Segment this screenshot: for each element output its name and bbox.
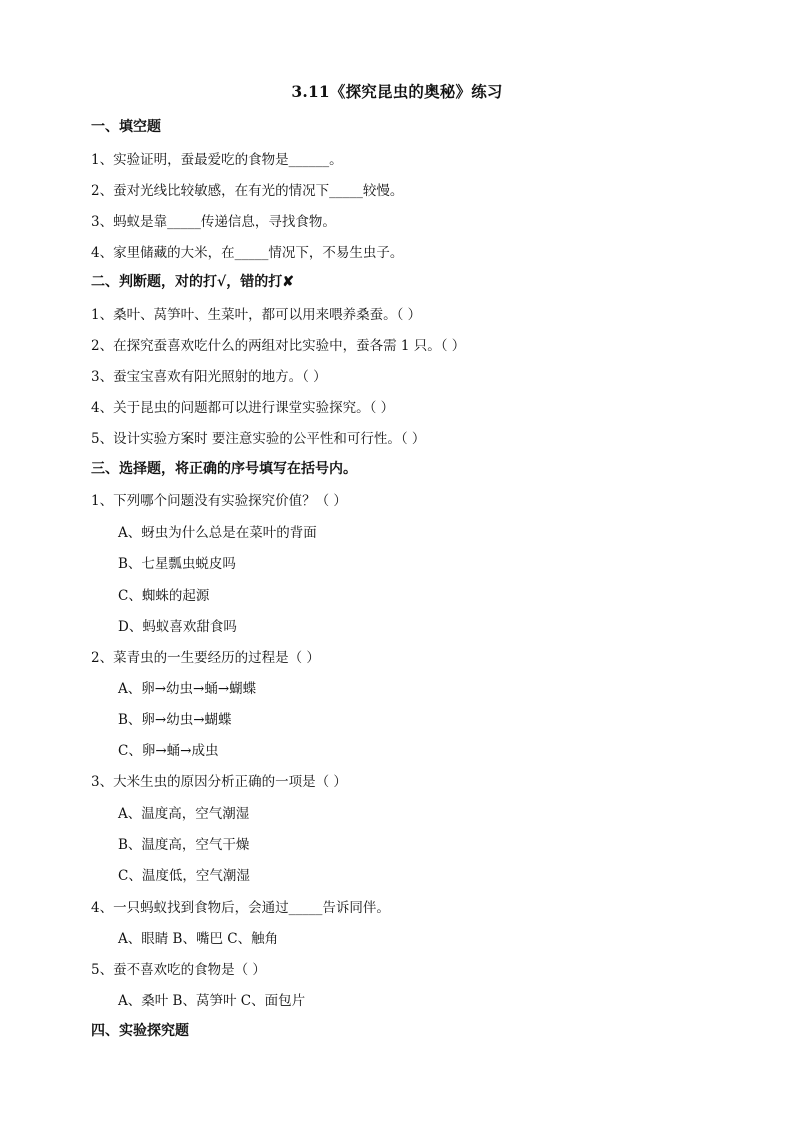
answer-option: A、卵→幼虫→蛹→蝴蝶 [118,681,257,697]
question-text: 1、桑叶、莴笋叶、生菜叶，都可以用来喂养桑蚕。（ ） [91,307,422,323]
section-heading-true-false: 二、判断题，对的打√，错的打✘ [91,274,294,290]
answer-option: B、卵→幼虫→蝴蝶 [118,712,232,728]
answer-option: C、蜘蛛的起源 [118,588,210,604]
question-text: 4、家里储藏的大米，在_____情况下，不易生虫子。 [91,245,404,261]
section-heading-choice: 三、选择题，将正确的序号填写在括号内。 [91,461,357,477]
question-text: 2、蚕对光线比较敏感，在有光的情况下_____较慢。 [91,183,404,199]
question-text: 2、菜青虫的一生要经历的过程是（ ） [91,650,320,666]
answer-option: C、温度低，空气潮湿 [118,868,250,884]
answer-option: A、温度高，空气潮湿 [118,806,250,822]
question-text: 3、大米生虫的原因分析正确的一项是（ ） [91,774,347,790]
answer-option: B、温度高，空气干燥 [118,837,250,853]
question-text: 3、蚂蚁是靠_____传递信息，寻找食物。 [91,214,336,230]
question-text: 3、蚕宝宝喜欢有阳光照射的地方。（ ） [91,369,327,385]
answer-option: B、七星瓢虫蜕皮吗 [118,556,236,572]
question-text: 4、关于昆虫的问题都可以进行课堂实验探究。（ ） [91,400,395,416]
question-text: 5、蚕不喜欢吃的食物是（ ） [91,962,266,978]
question-text: 5、设计实验方案时 要注意实验的公平性和可行性。（ ） [91,431,426,447]
question-text: 1、下列哪个问题没有实验探究价值？（ ） [91,493,347,509]
answer-option: D、蚂蚁喜欢甜食吗 [118,619,237,635]
section-heading-fill-blank: 一、填空题 [91,119,161,135]
question-text: 1、实验证明，蚕最爱吃的食物是______。 [91,152,343,168]
section-heading-experiment: 四、实验探究题 [91,1023,189,1039]
question-text: 2、在探究蚕喜欢吃什么的两组对比实验中，蚕各需 1 只。（ ） [91,338,466,354]
answer-option: A、蚜虫为什么总是在菜叶的背面 [118,525,317,541]
question-text: 4、一只蚂蚁找到食物后，会通过_____告诉同伴。 [91,900,390,916]
answer-options-row: A、眼睛 B、嘴巴 C、触角 [118,931,279,947]
answer-option: C、卵→蛹→成虫 [118,743,219,759]
answer-options-row: A、桑叶 B、莴笋叶 C、面包片 [118,993,306,1009]
page-title: 3.11《探究昆虫的奥秘》练习 [291,82,503,101]
